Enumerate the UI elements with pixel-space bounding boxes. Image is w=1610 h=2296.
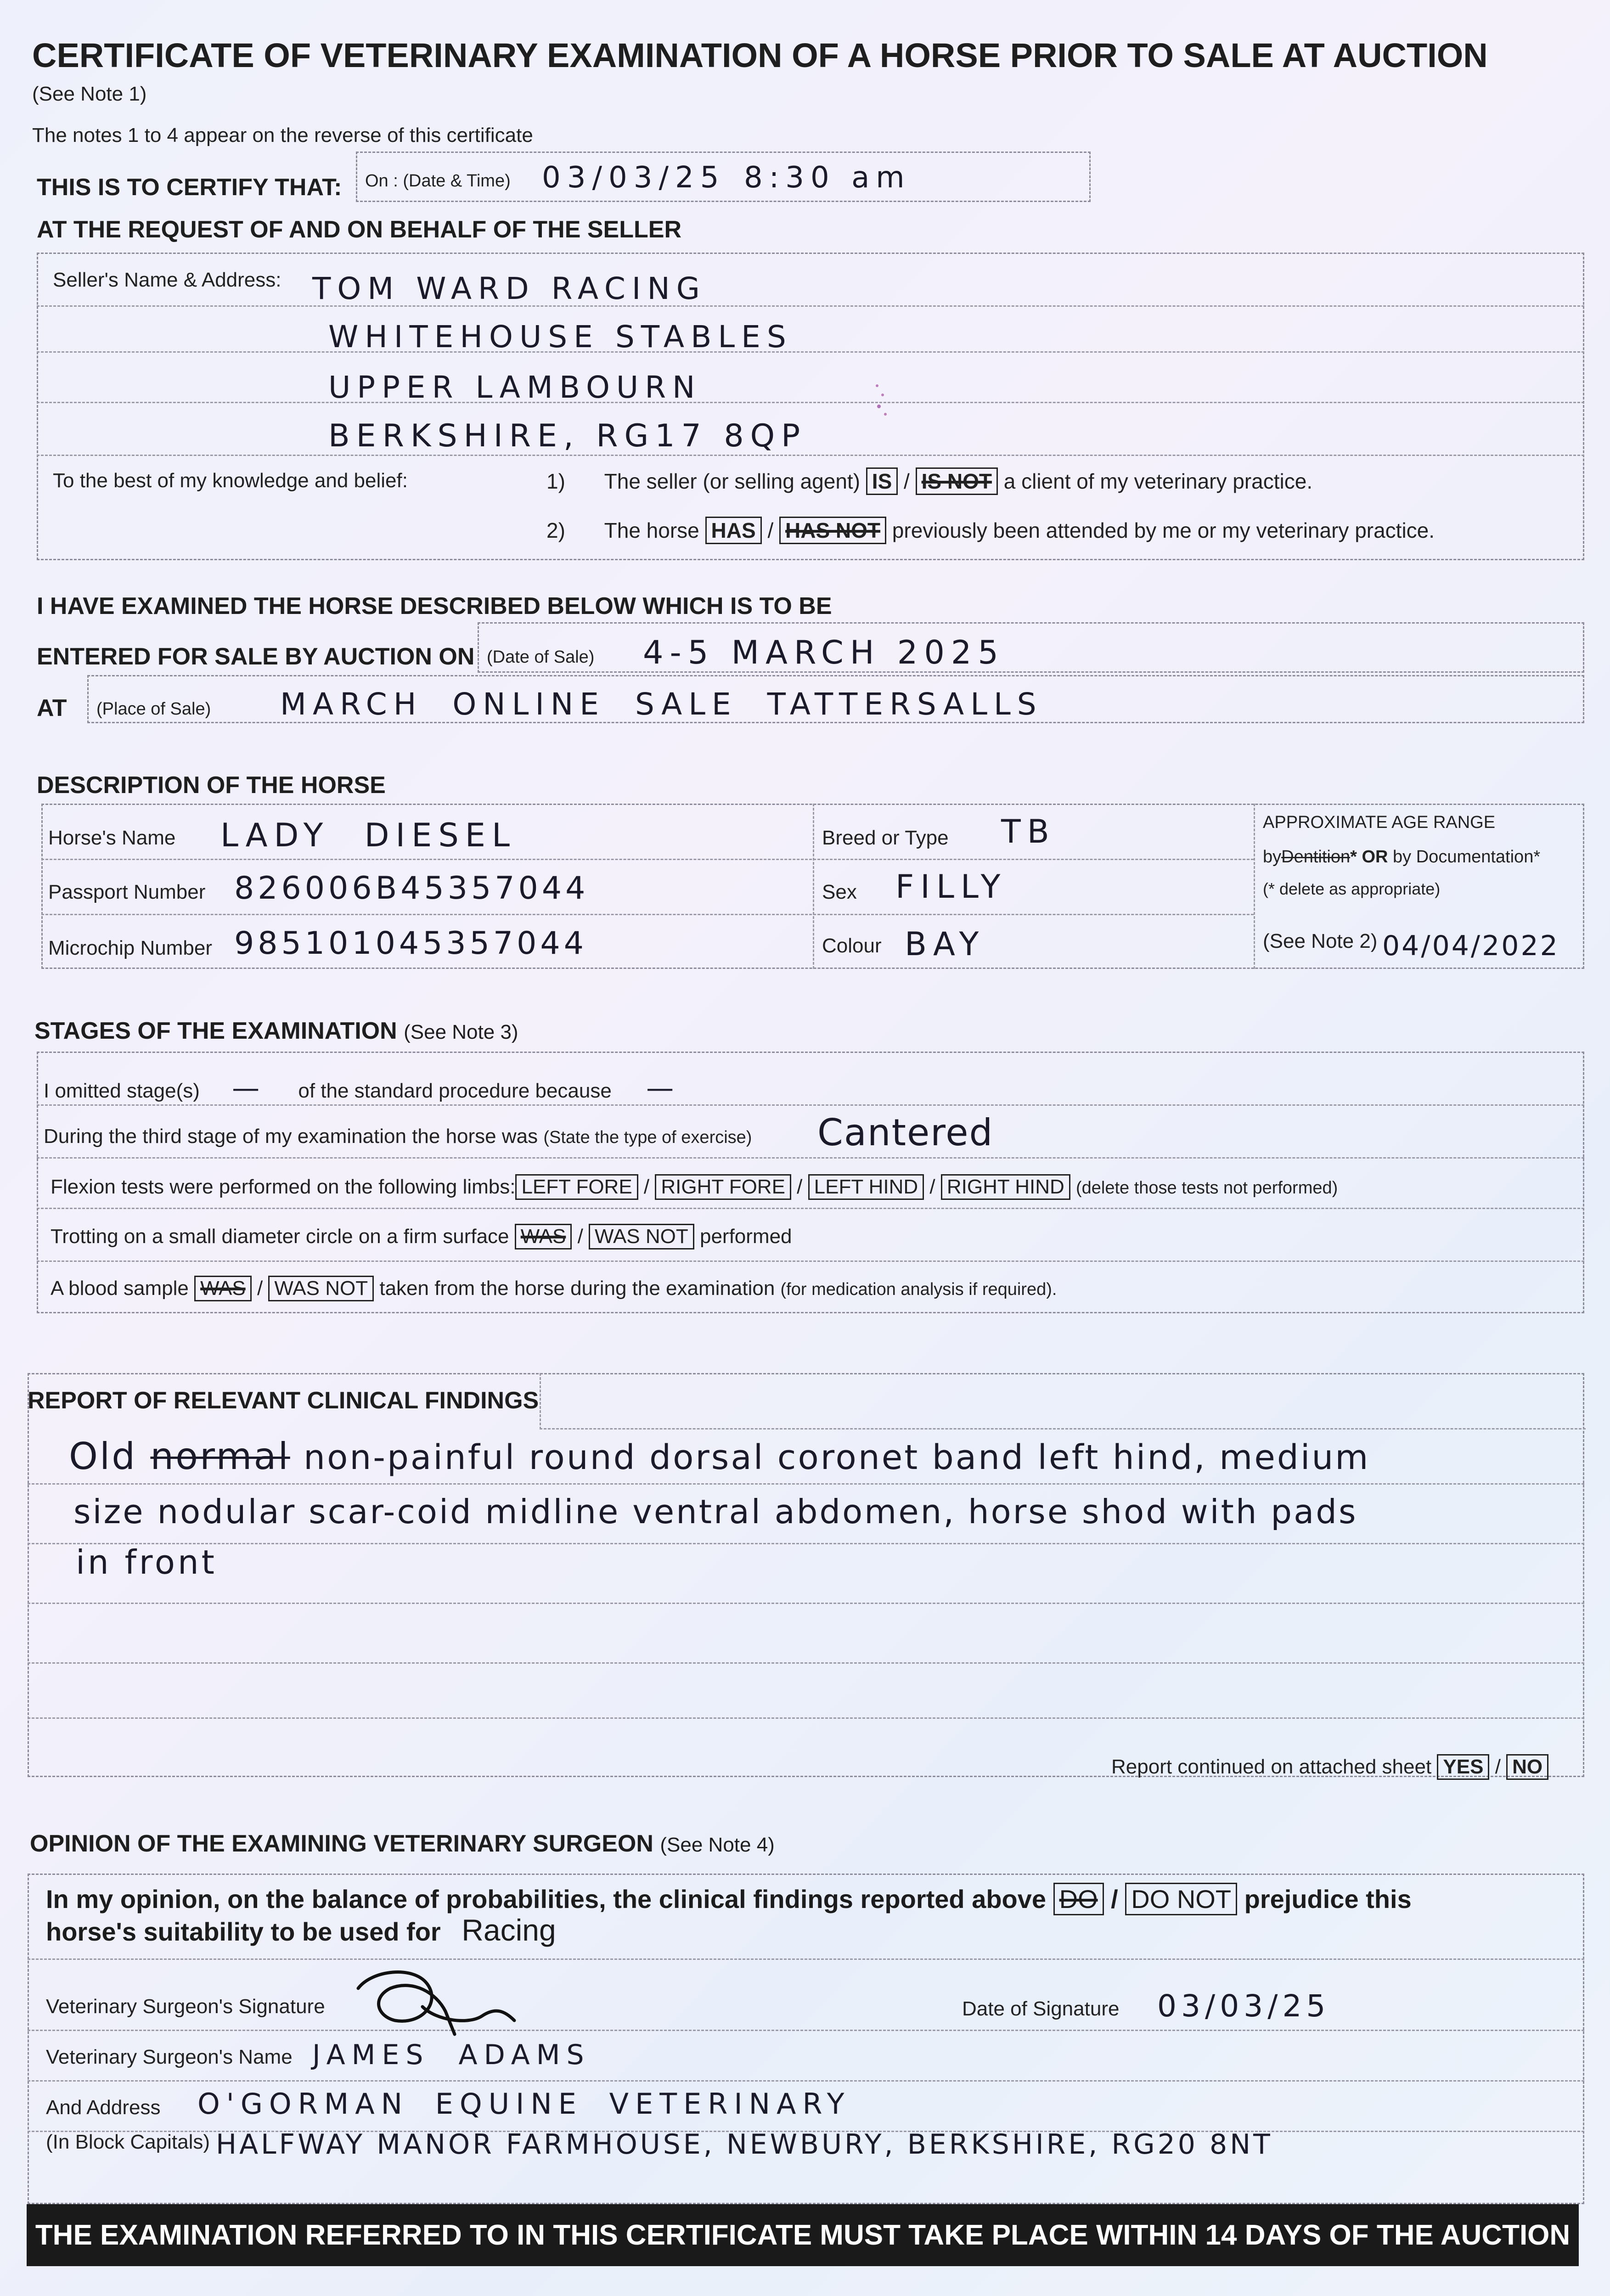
findings-struck-word: normal [150, 1435, 290, 1478]
statement-2-pre: The horse [604, 518, 699, 542]
vet-name-label: Veterinary Surgeon's Name [46, 2046, 293, 2068]
certify-label: THIS IS TO CERTIFY THAT: [37, 174, 342, 201]
opinion-line-2 [46, 1913, 556, 1947]
statement-1-number: 1) [546, 469, 565, 493]
sale-date-value[interactable]: 4-5 MARCH 2025 [643, 634, 1005, 671]
seller-is-option[interactable]: IS [866, 467, 898, 495]
horse-has-option[interactable]: HAS [705, 517, 762, 544]
findings-line-1[interactable] [69, 1435, 1370, 1478]
statement-1-pre: The seller (or selling agent) [604, 469, 861, 493]
microchip-label: Microchip Number [48, 937, 212, 959]
sale-at-label: AT [37, 695, 67, 721]
blood-note: (for medication analysis if required). [780, 1280, 1057, 1299]
flex-sep-2: / [797, 1176, 803, 1198]
third-stage-label: During the third stage of my examination the horse was [44, 1125, 538, 1148]
statement-2-post: previously been attended by me or my veterinary practice. [892, 518, 1435, 542]
colour-label: Colour [822, 934, 882, 957]
colour-value[interactable]: BAY [905, 925, 985, 963]
findings-heading: REPORT OF RELEVANT CLINICAL FINDINGS [28, 1387, 539, 1414]
ink-spot-decoration [873, 381, 891, 422]
page-title: CERTIFICATE OF VETERINARY EXAMINATION OF A HORSE PRIOR TO SALE AT AUCTION [32, 36, 1488, 74]
stages-heading-note: (See Note 3) [404, 1021, 518, 1043]
vet-address-label-2: (In Block Capitals) [46, 2131, 210, 2153]
seller-heading: AT THE REQUEST OF AND ON BEHALF OF THE SELLER [37, 216, 681, 243]
sale-entered-label: ENTERED FOR SALE BY AUCTION ON [37, 643, 475, 670]
continued-no-option[interactable]: NO [1506, 1754, 1548, 1780]
omitted-reason[interactable]: — [646, 1072, 681, 1104]
continued-yes-option[interactable]: YES [1437, 1754, 1489, 1780]
statement-2 [546, 517, 1435, 544]
trot-post: performed [699, 1225, 792, 1248]
flex-right-hind-option[interactable]: RIGHT HIND [941, 1174, 1070, 1200]
trot-sep: / [577, 1225, 583, 1248]
sex-value[interactable]: FILLY [895, 868, 1007, 906]
seller-is-not-option[interactable]: IS NOT [916, 467, 998, 495]
title-note: (See Note 1) [32, 83, 147, 105]
age-see-note: (See Note 2) [1263, 930, 1378, 952]
blood-was-not-option[interactable]: WAS NOT [268, 1276, 374, 1301]
passport-value[interactable]: 826006B45357044 [234, 870, 589, 906]
vet-name-value[interactable]: JAMES ADAMS [312, 2039, 591, 2071]
flexion-label: Flexion tests were performed on the following limbs: [51, 1176, 516, 1198]
signature-date-label: Date of Signature [962, 1998, 1120, 2020]
horse-name-value[interactable]: LADY DIESEL [220, 816, 517, 854]
blood-sep: / [257, 1277, 263, 1300]
seller-line-4[interactable]: BERKSHIRE, RG17 8QP [328, 418, 807, 454]
trot-was-option[interactable]: WAS [515, 1224, 572, 1249]
third-stage [44, 1125, 752, 1148]
passport-label: Passport Number [48, 881, 206, 903]
third-stage-note: (State the type of exercise) [543, 1128, 752, 1147]
flex-left-fore-option[interactable]: LEFT FORE [515, 1174, 638, 1200]
age-dentition-option[interactable]: Dentition [1281, 847, 1351, 867]
seller-line-2[interactable]: WHITEHOUSE STABLES [328, 319, 793, 355]
continued-sep: / [1495, 1756, 1501, 1778]
signature-label: Veterinary Surgeon's Signature [46, 1995, 325, 2018]
vet-signature[interactable] [331, 1961, 546, 2043]
seller-section [37, 253, 1584, 560]
trotting-row [51, 1224, 792, 1249]
certify-time-value[interactable]: 8:30 am [744, 161, 911, 195]
flex-note: (delete those tests not performed) [1075, 1178, 1338, 1198]
blood-row [51, 1276, 1057, 1301]
flex-right-fore-option[interactable]: RIGHT FORE [655, 1174, 791, 1200]
footer-notice: THE EXAMINATION REFERRED TO IN THIS CERTIFICATE MUST TAKE PLACE WITHIN 14 DAYS OF THE AUCTION [27, 2204, 1579, 2266]
age-heading: APPROXIMATE AGE RANGE [1263, 813, 1496, 832]
seller-line-3[interactable]: UPPER LAMBOURN [328, 370, 702, 405]
horse-name-label: Horse's Name [48, 827, 176, 849]
vet-address-label: And Address [46, 2096, 161, 2119]
notes-line: The notes 1 to 4 appear on the reverse of this certificate [32, 124, 533, 146]
omitted-pre: I omitted stage(s) [44, 1080, 200, 1102]
sex-label: Sex [822, 881, 857, 903]
certify-date-value[interactable]: 03/03/25 [542, 161, 726, 195]
sale-date-label: (Date of Sale) [487, 647, 595, 667]
opinion-do-option[interactable]: DO [1053, 1883, 1104, 1915]
opinion-heading [30, 1830, 775, 1857]
horse-heading: DESCRIPTION OF THE HORSE [37, 772, 386, 799]
flex-sep-3: / [929, 1176, 935, 1198]
omitted-post: of the standard procedure because [298, 1080, 612, 1102]
age-by-label: by [1263, 847, 1282, 867]
vet-address-line-2[interactable]: HALFWAY MANOR FARMHOUSE, NEWBURY, BERKSHIRE, RG20 8NT [216, 2128, 1273, 2161]
age-method [1263, 847, 1540, 867]
findings-line-1-rest: non-painful round dorsal coronet band left hind, medium [304, 1438, 1370, 1477]
trot-label: Trotting on a small diameter circle on a firm surface [51, 1225, 509, 1248]
opinion-use-value[interactable]: Racing [462, 1913, 556, 1947]
vet-address-line-1[interactable]: O'GORMAN EQUINE VETERINARY [197, 2087, 851, 2121]
stages-heading-text: STAGES OF THE EXAMINATION [34, 1018, 397, 1044]
opinion-text-line2: horse's suitability to be used for [46, 1917, 441, 1946]
third-stage-value[interactable]: Cantered [817, 1111, 994, 1154]
seller-line-1[interactable]: TOM WARD RACING [312, 271, 706, 306]
breed-label: Breed or Type [822, 827, 949, 849]
findings-line-2[interactable]: size nodular scar-coid midline ventral abdomen, horse shod with pads [73, 1492, 1358, 1531]
horse-has-not-option[interactable]: HAS NOT [779, 517, 886, 544]
opinion-heading-note: (See Note 4) [660, 1834, 775, 1856]
statement-2-number: 2) [546, 518, 565, 542]
statement-1 [546, 467, 1312, 495]
trot-was-not-option[interactable]: WAS NOT [589, 1224, 694, 1249]
flex-left-hind-option[interactable]: LEFT HIND [808, 1174, 924, 1200]
flexion-tests [51, 1174, 1338, 1200]
signature-date-value[interactable]: 03/03/25 [1157, 1988, 1330, 2024]
blood-post: taken from the horse during the examination [379, 1277, 775, 1300]
opinion-text-post: prejudice this [1244, 1885, 1412, 1913]
sale-place-label: (Place of Sale) [96, 699, 211, 719]
opinion-heading-text: OPINION OF THE EXAMINING VETERINARY SURGEON [30, 1830, 653, 1857]
opinion-statement [46, 1883, 1412, 1915]
certify-on-label: On : (Date & Time) [365, 171, 511, 191]
breed-value[interactable]: TB [1001, 813, 1056, 850]
sale-heading: I HAVE EXAMINED THE HORSE DESCRIBED BELOW WHICH IS TO BE [37, 593, 832, 619]
date-of-birth-value[interactable]: 04/04/2022 [1382, 930, 1559, 962]
findings-section [28, 1373, 1584, 1777]
findings-line-1-first: Old [69, 1435, 137, 1478]
blood-label: A blood sample [51, 1277, 189, 1300]
opinion-do-not-option[interactable]: DO NOT [1125, 1883, 1237, 1915]
blood-was-option[interactable]: WAS [194, 1276, 252, 1301]
age-delete-note: (* delete as appropriate) [1263, 879, 1441, 898]
continued-label: Report continued on attached sheet [1111, 1756, 1432, 1778]
microchip-value[interactable]: 985101045357044 [234, 925, 587, 962]
omitted-value[interactable]: — [232, 1072, 266, 1104]
seller-name-label: Seller's Name & Address: [53, 269, 281, 291]
opinion-text-pre: In my opinion, on the balance of probabilities, the clinical findings reported above [46, 1885, 1047, 1913]
omitted-stages [44, 1072, 709, 1104]
report-continued [1111, 1754, 1548, 1780]
statement-1-sep: / [904, 469, 910, 493]
age-or-label: * OR [1350, 847, 1388, 867]
belief-label: To the best of my knowledge and belief: [53, 469, 408, 492]
statement-1-post: a client of my veterinary practice. [1003, 469, 1313, 493]
statement-2-sep: / [767, 518, 774, 542]
age-documentation-option[interactable]: by Documentation* [1393, 847, 1541, 867]
stages-heading [34, 1017, 518, 1045]
flex-sep-1: / [643, 1176, 650, 1198]
findings-line-3[interactable]: in front [76, 1543, 217, 1581]
sale-place-value[interactable]: MARCH ONLINE SALE TATTERSALLS [280, 687, 1043, 722]
opinion-sep: / [1111, 1885, 1118, 1913]
